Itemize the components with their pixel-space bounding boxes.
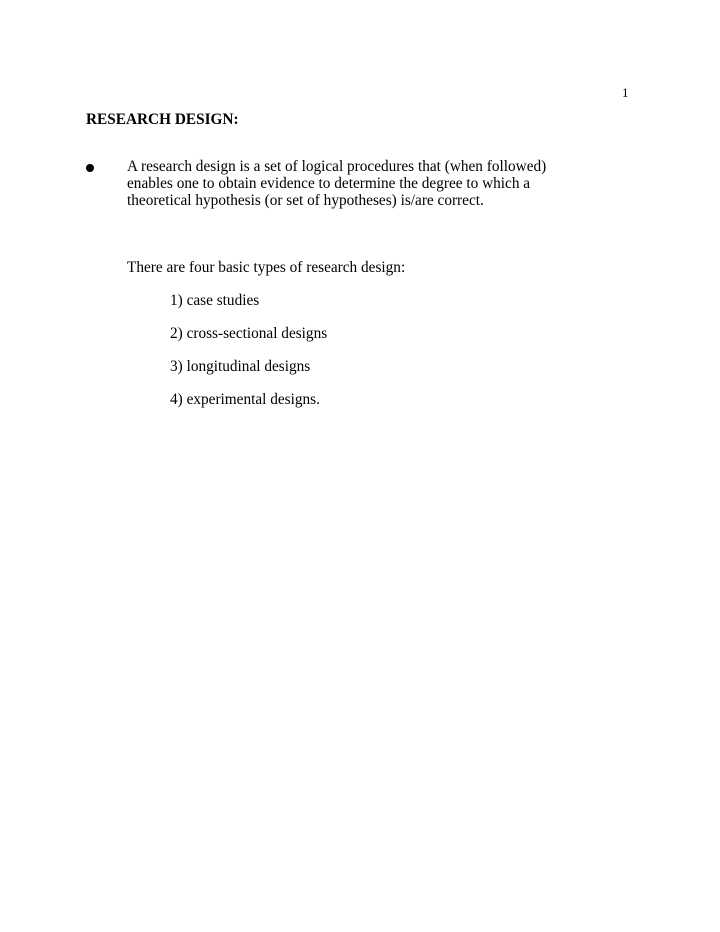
definition-line: enables one to obtain evidence to determine the degree to which a [127, 175, 531, 192]
list-item: 4) experimental designs. [170, 391, 320, 408]
section-heading: RESEARCH DESIGN: [86, 111, 239, 128]
design-types-list [170, 290, 327, 422]
page-number: 1 [622, 85, 629, 100]
definition-line: A research design is a set of logical procedures that (when followed) [127, 158, 547, 175]
bullet-dot-icon [86, 164, 94, 172]
types-intro: There are four basic types of research design: [127, 259, 406, 276]
definition-paragraph [127, 158, 597, 209]
list-item: 1) case studies [170, 292, 260, 309]
list-item: 2) cross-sectional designs [170, 325, 328, 342]
definition-line: theoretical hypothesis (or set of hypotheses) is/are correct. [127, 192, 484, 209]
list-item: 3) longitudinal designs [170, 358, 311, 375]
